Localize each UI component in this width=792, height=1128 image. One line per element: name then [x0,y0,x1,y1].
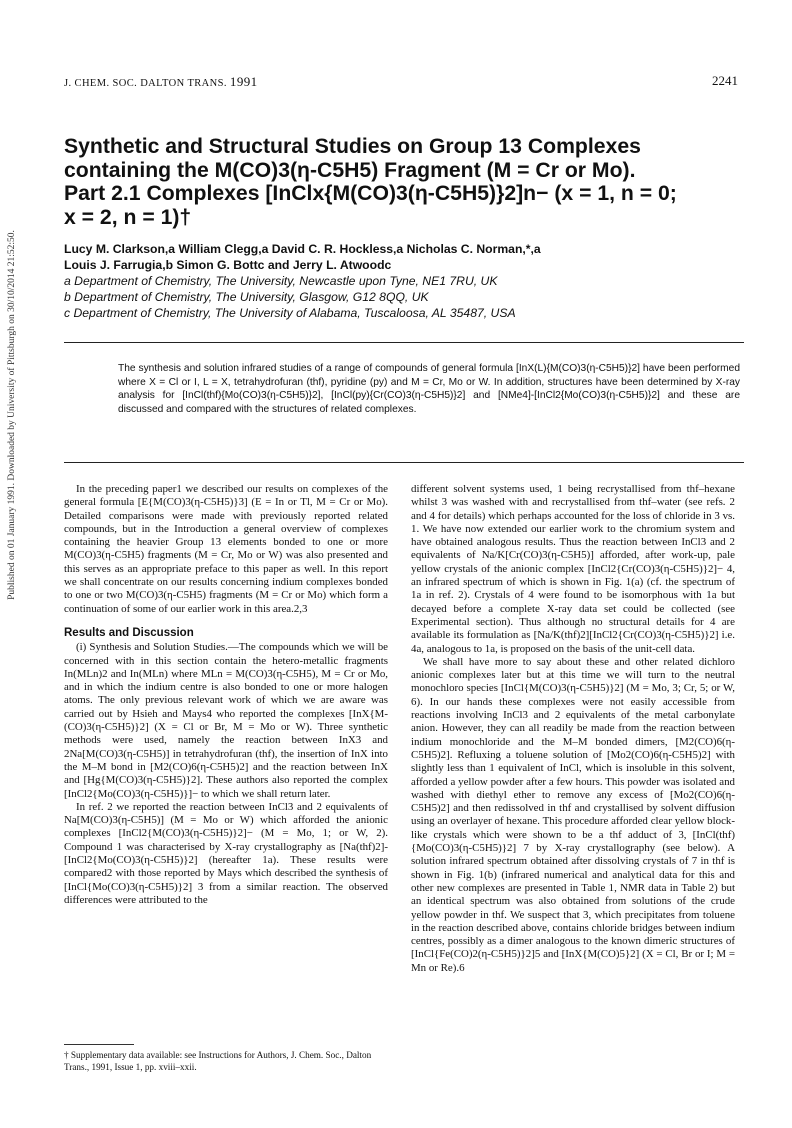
page-number: 2241 [712,73,738,88]
running-header [64,74,258,90]
intro-paragraph: In the preceding paper1 we described our results on complexes of the general formula [E{M(CO)3(η-C5H5)}3] (E = In or Tl, M = Cr or Mo). Detailed comparisons were made with previously reported related compounds, but in the Introduction a general overview of complexes containing the heavier Group 13 elements bonded to one or more M(CO)3(η-C5H5) fragments (M = Cr, Mo or W) was also presented and this serves as an appropriate preface to this paper as well. In this report we shall concentrate on our results concerning indium complexes bonded to one or two M(CO)3(η-C5H5) fragments (M = Cr or Mo) which form a continuation of some of our earlier work in this area.2,3 [64,483,388,615]
journal-name: J. CHEM. SOC. DALTON TRANS. [64,78,227,89]
author-block [64,241,754,321]
download-watermark: Published on 01 January 1991. Downloaded by University of Pittsburgh on 30/10/2014 21:52:50. [7,230,17,600]
abstract-bottom-rule [64,462,744,463]
right-column [411,483,735,975]
footnote-rule [64,1044,134,1045]
paper-title [64,135,744,229]
abstract: The synthesis and solution infrared studies of a range of compounds of general formula [InX(L){M(CO)3(η-C5H5)}2] have been performed where X = Cl or I, L = X, tetrahydrofuran (thf), pyridine (py) and M = Cr, Mo or W. In addition, structures have been determined by X-ray analysis for [InCl(thf){Mo(CO)3(η-C5H5)}2], [InCl(py){Cr(CO)3(η-C5H5)}2] and [NMe4]-[InCl2{Mo(CO)3(η-C5H5)}2] and these are discussed and compared with the structures of related complexes. [118,363,740,415]
title-line-1: Synthetic and Structural Studies on Group 13 Complexes [64,135,641,158]
title-line-3: Part 2.1 Complexes [InClx{M(CO)3(η-C5H5)}2]n− (x = 1, n = 0; [64,182,677,206]
abstract-top-rule [64,342,744,343]
body-paragraph-3: different solvent systems used, 1 being recrystallised from thf–hexane whilst 3 was washed with and recrystallised from thf–water (see refs. 2 and 4 for details) which perhaps accounted for the loss of chloride in 3 vs. 1. We have now extended our earlier work to the chromium system and have obtained analogous results. Thus the reaction between InCl3 and 2 equivalents of Na/K[Cr(CO)3(η-C5H5)] afforded, after work-up, pale yellow crystals of the anionic complex [InCl2{Cr(CO)3(η-C5H5)}2]− 4, an infrared spectrum of which is shown in Fig. 1(a) (cf. the spectrum of 1a in ref. 2). Crystals of 4 were found to be isomorphous with 1a but decayed before a complete X-ray data set could be collected (see Experimental section). Thus although no structural details for 4 are available its formulation as [Na/K(thf)2][InCl2{Cr(CO)3(η-C5H5)}2] i.e. 4a, analogous to 1a, is proposed on the basis of the unit-cell data. [411,483,735,655]
body-paragraph-4: We shall have more to say about these and other related dichloro anionic complexes later but at this time we will turn to the neutral monochloro species [InCl{M(CO)3(η-C5H5)}2] (M = Mo, 3; Cr, 5; or W, 6). In our hands these complexes were not easily accessible from reactions involving InCl3 and 2 equivalents of the metal carbonylate anion. However, they can all readily be made from the reaction between indium monochloride and the M–M bonded dimers, [M2(CO)6(η-C5H5)2]. Refluxing a toluene solution of [Mo2(CO)6(η-C5H5)2] with slightly less than 1 equivalent of InCl, which is insoluble in this solvent, afforded a yellow powder after a few hours. This powder was isolated and washed with diethyl ether to remove any excess of [Mo2(CO)6(η-C5H5)2] and then redissolved in thf and crystallised by solvent diffusion using an overlayer of hexane. This procedure afforded clear yellow block-like crystals which were shown to be a thf adduct of 3, [InCl(thf){Mo(CO)3(η-C5H5)}2] 7 by X-ray crystallography (see below). A solution infrared spectrum obtained after dissolving crystals of 7 in thf is shown in Fig. 1(b) (infrared numerical and analytical data for this and other new complexes are presented in Table 1, NMR data in Table 2) but an identical spectrum was also obtained from solutions of the crude yellow powder in thf. We suspect that 3, which precipitates from toluene in the reaction described above, contains chloride bridges between indium centres, possibly as a dimer analogous to the known dimeric structures of [InCl{Fe(CO)2(η-C5H5)}2]5 and [InX{M(CO)5}2] (X = Cl, Br or I; M = Mn or Re).6 [411,655,735,974]
body-paragraph-1: (i) Synthesis and Solution Studies.—The compounds which we will be concerned with in this section contain the hetero-metallic fragments In(MLn)2 and In(MLn) where MLn = M(CO)3(η-C5H5), M = Cr or Mo, and in which the indium centre is also bonded to one or more halogen atoms. The only previous relevant work of which we are aware was carried out by Hsieh and Mays4 who reported the complexes [InX{M-(CO)3(η-C5H5)}2] (X = Cl or Br, M = Mo or W). Three synthetic methods were used, namely the reaction between InX3 and 2Na[M(CO)3(η-C5H5)] in tetrahydrofuran (thf), the insertion of InX into the M–M bond in [M2(CO)6(η-C5H5)2] and the reaction between InX and [Hg{M(CO)3(η-C5H5)}2]. These authors also reported the complex [InCl2{Mo(CO)3(η-C5H5)}]− to which we shall return later. [64,641,388,800]
affiliation-c: c Department of Chemistry, The University of Alabama, Tuscaloosa, AL 35487, USA [64,306,516,320]
footnote: † Supplementary data available: see Instructions for Authors, J. Chem. Soc., Dalton Trans., 1991, Issue 1, pp. xviii–xxii. [64,1050,372,1072]
section-heading: Results and Discussion [64,626,194,639]
journal-year: 1991 [229,74,258,89]
body-paragraph-2: In ref. 2 we reported the reaction between InCl3 and 2 equivalents of Na[M(CO)3(η-C5H5)] (M = Mo or W) which afforded the anionic complexes [InCl2{M(CO)3(η-C5H5)}2]− (M = Mo, 1; or W, 2). Compound 1 was characterised by X-ray crystallography as [Na(thf)2]-[InCl2{Mo(CO)3(η-C5H5)}2] (hereafter 1a). These results were compared2 with those reported by Mays which described the synthesis of [InCl{Mo(CO)3(η-C5H5)}2] 3 from a similar reaction. The observed differences were attributed to the [64,800,388,906]
affiliation-b: b Department of Chemistry, The University, Glasgow, G12 8QQ, UK [64,290,429,304]
author-line-2: Louis J. Farrugia,b Simon G. Bottc and Jerry L. Atwoodc [64,258,392,272]
author-line-1: Lucy M. Clarkson,a William Clegg,a David C. R. Hockless,a Nicholas C. Norman,*,a [64,242,541,256]
title-line-4: x = 2, n = 1)† [64,205,192,229]
title-line-2: containing the M(CO)3(η-C5H5) Fragment (M = Cr or Mo). [64,158,636,182]
affiliation-a: a Department of Chemistry, The University, Newcastle upon Tyne, NE1 7RU, UK [64,274,498,288]
left-column [64,483,388,907]
